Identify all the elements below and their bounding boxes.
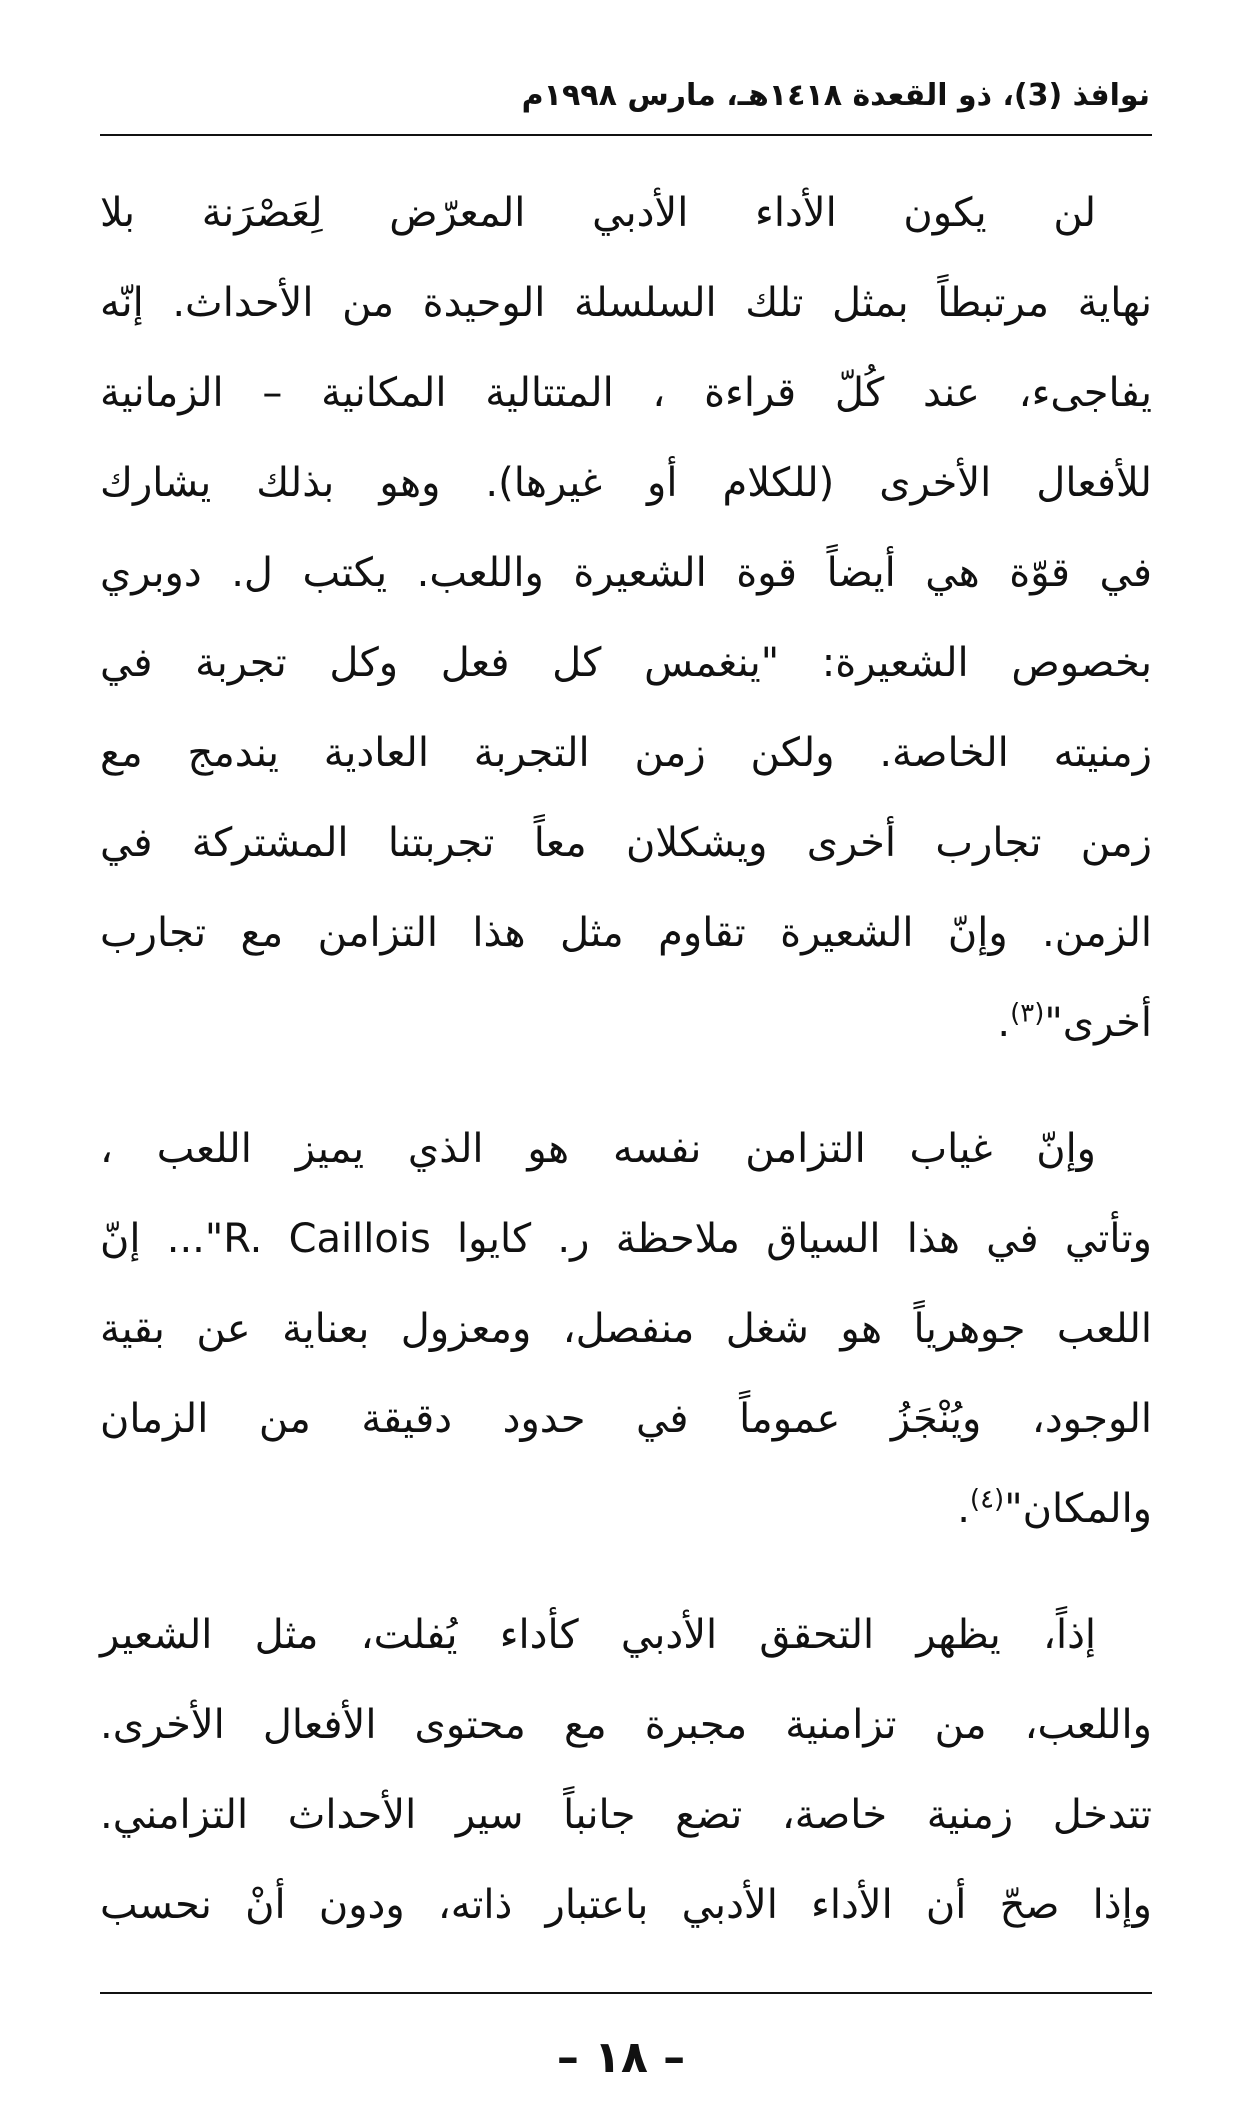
text-line-last bbox=[100, 1464, 1152, 1554]
footnote-marker: (٤) bbox=[969, 1484, 1005, 1515]
text-line: في قوّة هي أيضاً قوة الشعيرة واللعب. يكتب ل. دوبري bbox=[100, 550, 1152, 596]
page-number: – ١٨ – bbox=[556, 2032, 686, 2083]
paragraph-gap bbox=[100, 1554, 1152, 1590]
text-line-last bbox=[100, 978, 1152, 1068]
running-header: نوافذ (3)، ذو القعدة ١٤١٨هـ، مارس ١٩٩٨م bbox=[521, 78, 1150, 113]
text-line: يفاجىء، عند كُلّ قراءة ، المتتالية المكانية – الزمانية bbox=[100, 370, 1152, 416]
body-text bbox=[100, 168, 1152, 1950]
text-line: إذاً، يظهر التحقق الأدبي كأداء يُفلت، مثل الشعير bbox=[100, 1612, 1096, 1658]
paragraph-3 bbox=[100, 1590, 1152, 1950]
text-line: للأفعال الأخرى (للكلام أو غيرها). وهو بذلك يشارك bbox=[100, 460, 1152, 506]
text-line: بخصوص الشعيرة: "ينغمس كل فعل وكل تجربة في bbox=[100, 640, 1152, 686]
text-line: الوجود، ويُنْجَزُ عموماً في حدود دقيقة من الزمان bbox=[100, 1396, 1152, 1442]
text-line: وإذا صحّ أن الأداء الأدبي باعتبار ذاته، ودون أنْ نحسب bbox=[100, 1882, 1152, 1928]
paragraph-gap bbox=[100, 1068, 1152, 1104]
paragraph-2 bbox=[100, 1104, 1152, 1554]
header-rule bbox=[100, 134, 1152, 136]
paragraph-1 bbox=[100, 168, 1152, 1068]
text-line: زمنيته الخاصة. ولكن زمن التجربة العادية يندمج مع bbox=[100, 730, 1152, 776]
text-line: تتدخل زمنية خاصة، تضع جانباً سير الأحداث التزامني. bbox=[100, 1792, 1152, 1838]
closing-text: أخرى" bbox=[1044, 1000, 1152, 1046]
text-line: نهاية مرتبطاً بمثل تلك السلسلة الوحيدة من الأحداث. إنّه bbox=[100, 280, 1152, 326]
text-line: لن يكون الأداء الأدبي المعرّض لِعَصْرَنة بلا bbox=[100, 190, 1096, 236]
text-line: وتأتي في هذا السياق ملاحظة ر. كايوا R. Caillois"... إنّ bbox=[100, 1216, 1152, 1262]
footnote-marker: (٣) bbox=[1010, 998, 1045, 1029]
text-line: الزمن. وإنّ الشعيرة تقاوم مثل هذا التزامن مع تجارب bbox=[100, 910, 1152, 956]
period: . bbox=[957, 1486, 970, 1532]
footer-rule bbox=[100, 1992, 1152, 1994]
text-line: واللعب، من تزامنية مجبرة مع محتوى الأفعال الأخرى. bbox=[100, 1702, 1152, 1748]
text-line: اللعب جوهرياً هو شغل منفصل، ومعزول بعناية عن بقية bbox=[100, 1306, 1152, 1352]
text-line: زمن تجارب أخرى ويشكلان معاً تجربتنا المشتركة في bbox=[100, 820, 1152, 866]
period: . bbox=[997, 1000, 1011, 1046]
closing-text: والمكان" bbox=[1004, 1486, 1152, 1532]
text-line: وإنّ غياب التزامن نفسه هو الذي يميز اللعب ، bbox=[100, 1126, 1096, 1172]
